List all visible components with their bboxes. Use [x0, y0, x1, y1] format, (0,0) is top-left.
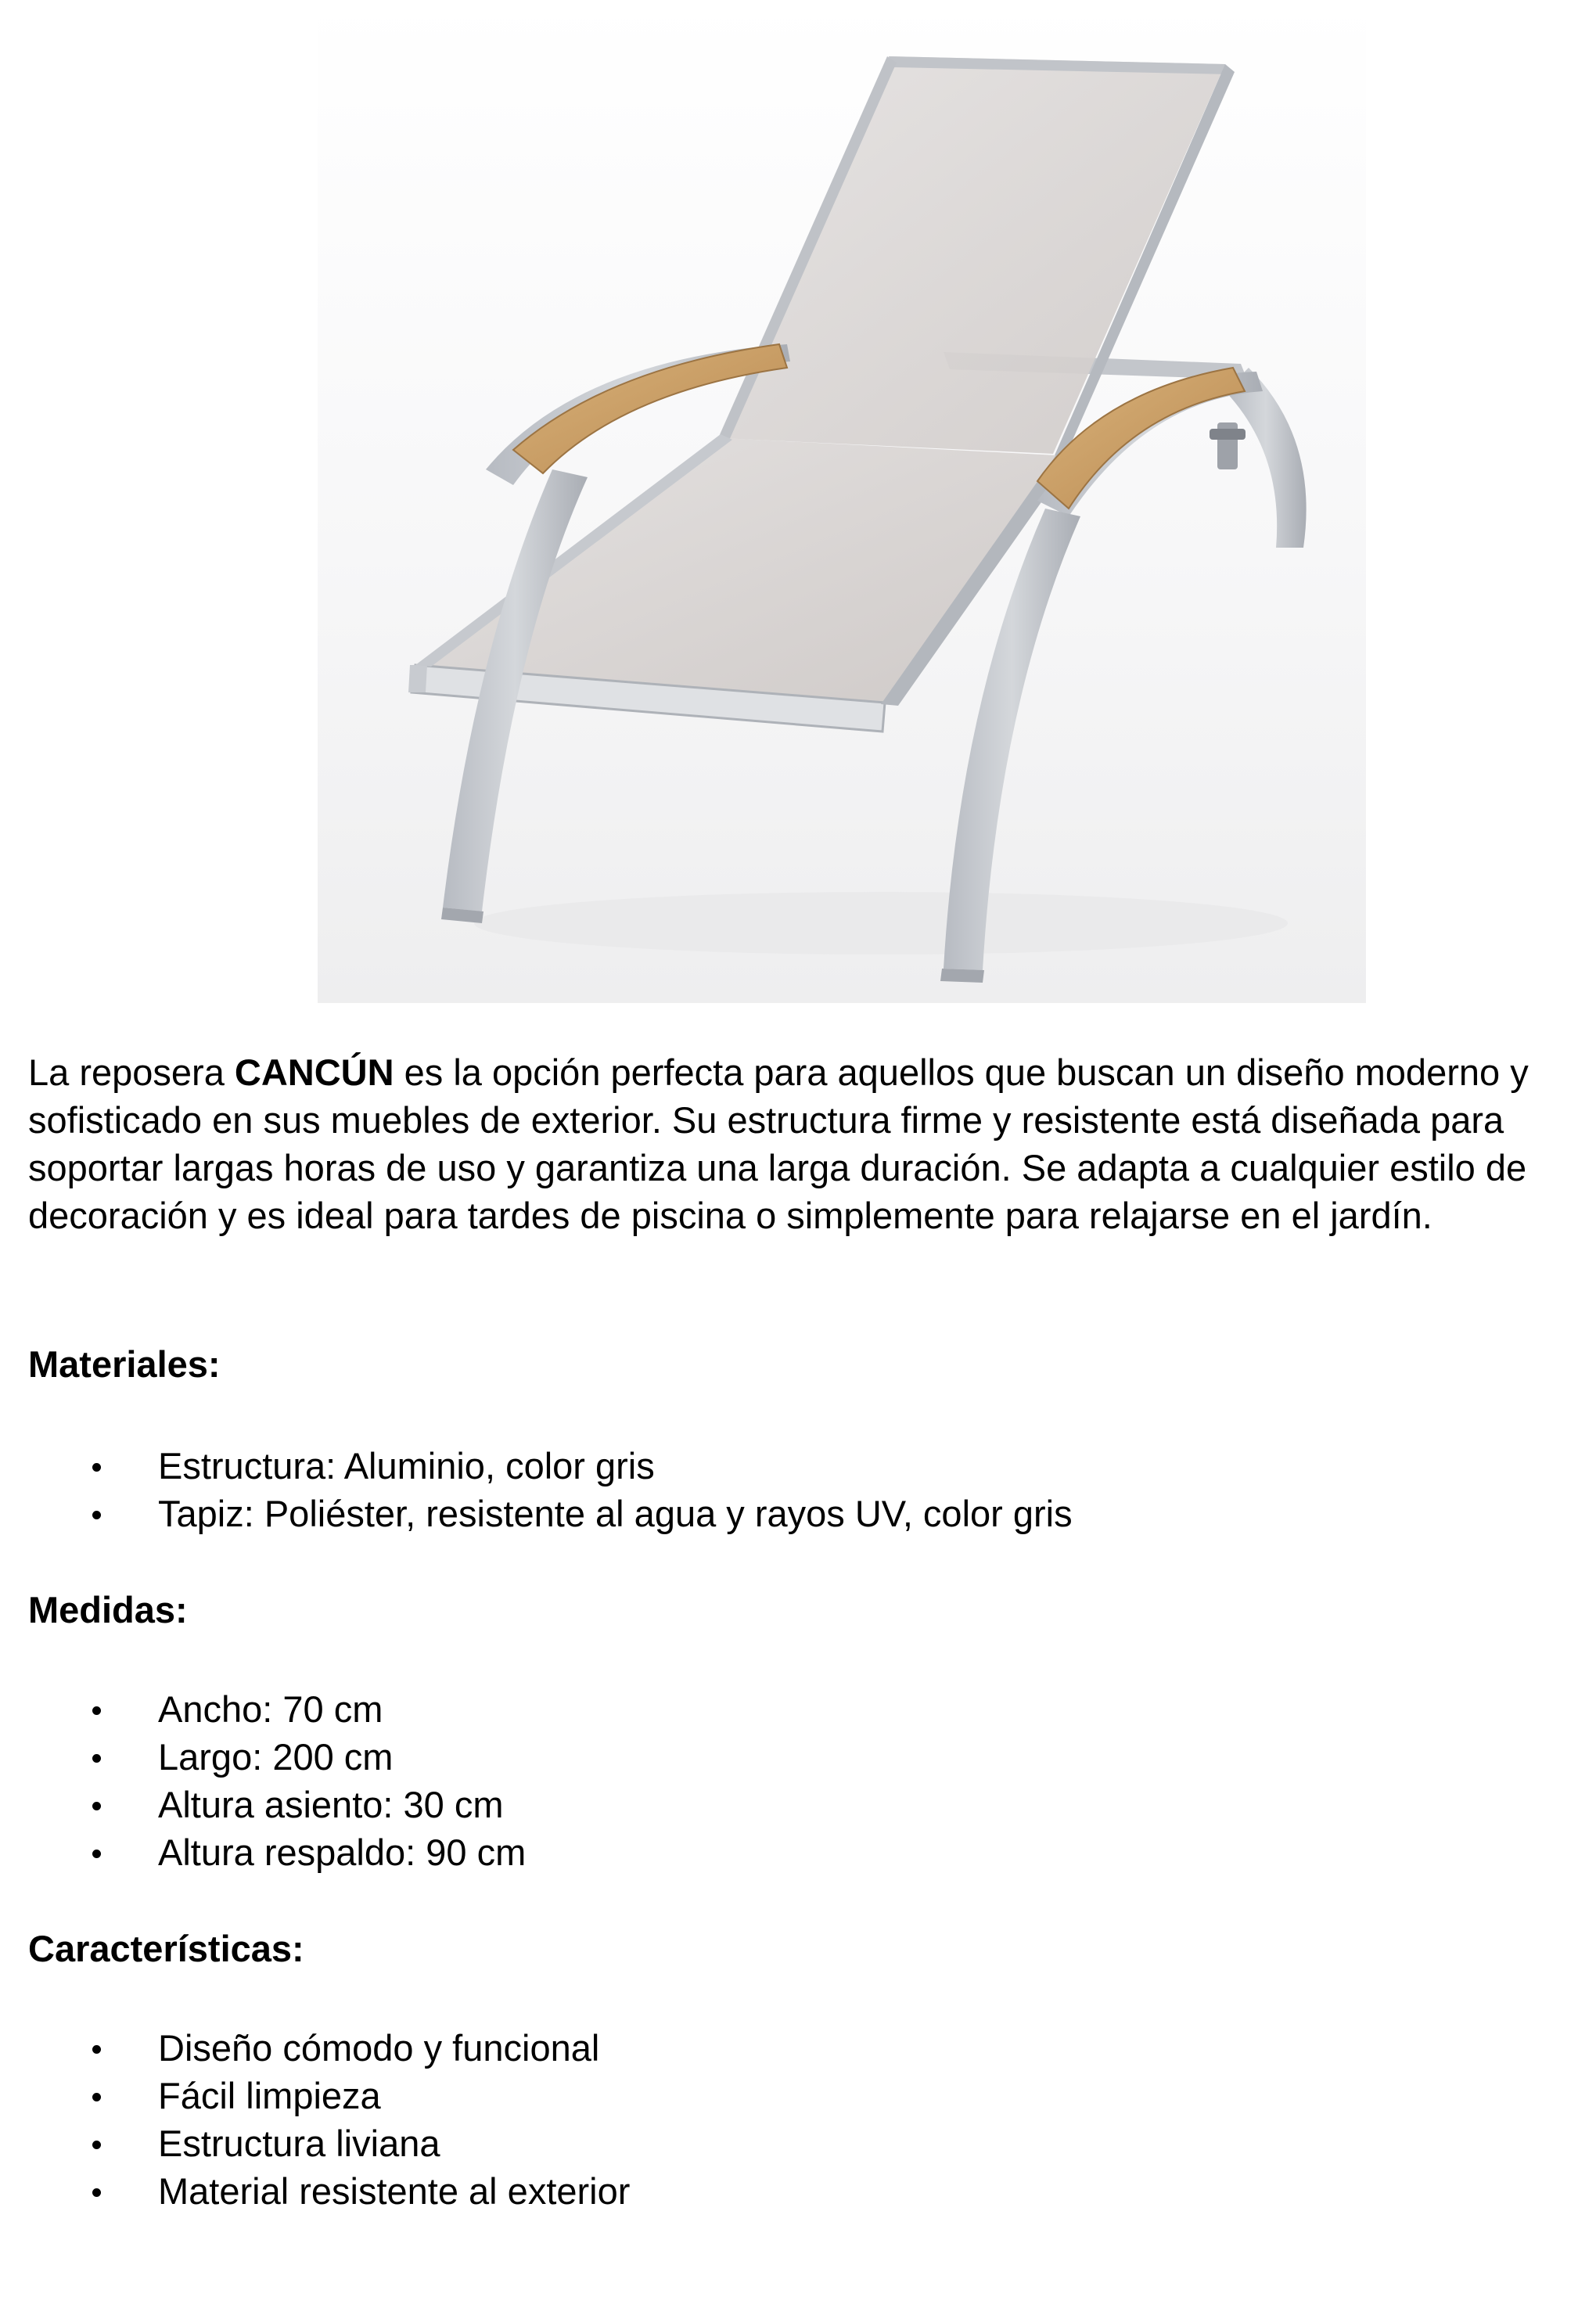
- materiales-heading: Materiales:: [28, 1343, 221, 1385]
- list-item-text: Diseño cómodo y funcional: [158, 2027, 600, 2069]
- bullet-icon: [92, 2093, 101, 2101]
- lounge-chair-photo: [318, 0, 1366, 1003]
- list-item-text: Altura respaldo: 90 cm: [158, 1832, 527, 1873]
- list-item-text: Material resistente al exterior: [158, 2170, 631, 2212]
- list-item-text: Tapiz: Poliéster, resistente al agua y rayos UV, color gris: [158, 1493, 1073, 1534]
- list-item: [0, 1733, 526, 1781]
- list-item-text: Altura asiento: 30 cm: [158, 1784, 504, 1825]
- list-item: [0, 2167, 630, 2215]
- list-item: [0, 2024, 630, 2072]
- list-item-text: Estructura: Aluminio, color gris: [158, 1445, 655, 1487]
- caracteristicas-heading: Características:: [28, 1928, 304, 1969]
- bullet-icon: [92, 1754, 101, 1763]
- bullet-icon: [92, 1511, 101, 1519]
- bullet-icon: [92, 1706, 101, 1715]
- product-name: CANCÚN: [234, 1052, 394, 1093]
- description-intro-before: La reposera: [28, 1052, 235, 1093]
- bullet-icon: [92, 2141, 101, 2149]
- medidas-list: [0, 1685, 526, 1876]
- caracteristicas-list: [0, 2024, 630, 2215]
- list-item: [0, 1685, 526, 1733]
- bullet-icon: [92, 1802, 101, 1810]
- medidas-heading: Medidas:: [28, 1589, 188, 1630]
- list-item: [0, 1828, 526, 1876]
- product-image: [318, 0, 1366, 1003]
- list-item-text: Ancho: 70 cm: [158, 1688, 383, 1730]
- list-item-text: Largo: 200 cm: [158, 1736, 394, 1778]
- list-item-text: Fácil limpieza: [158, 2075, 381, 2116]
- description-intro-after: es la opción perfecta para aquellos que buscan un diseño moderno y sofisticado en sus muebles de exterior. Su estructura firme y resistente está diseñada para soportar largas horas de uso y garantiza una larga duración. Se adapta a cualquier estilo de decoración y es ideal para tardes de piscina o simplemente para relajarse en el jardín.: [28, 1052, 1529, 1236]
- list-item: [0, 2072, 630, 2119]
- list-item: [0, 2119, 630, 2167]
- product-description: [28, 1048, 1562, 1239]
- bullet-icon: [92, 1463, 101, 1472]
- materiales-list: [0, 1442, 1073, 1537]
- bullet-icon: [92, 2045, 101, 2054]
- bullet-icon: [92, 2188, 101, 2197]
- list-item: [0, 1781, 526, 1828]
- list-item: [0, 1490, 1073, 1537]
- list-item: [0, 1442, 1073, 1490]
- bullet-icon: [92, 1850, 101, 1858]
- list-item-text: Estructura liviana: [158, 2123, 440, 2164]
